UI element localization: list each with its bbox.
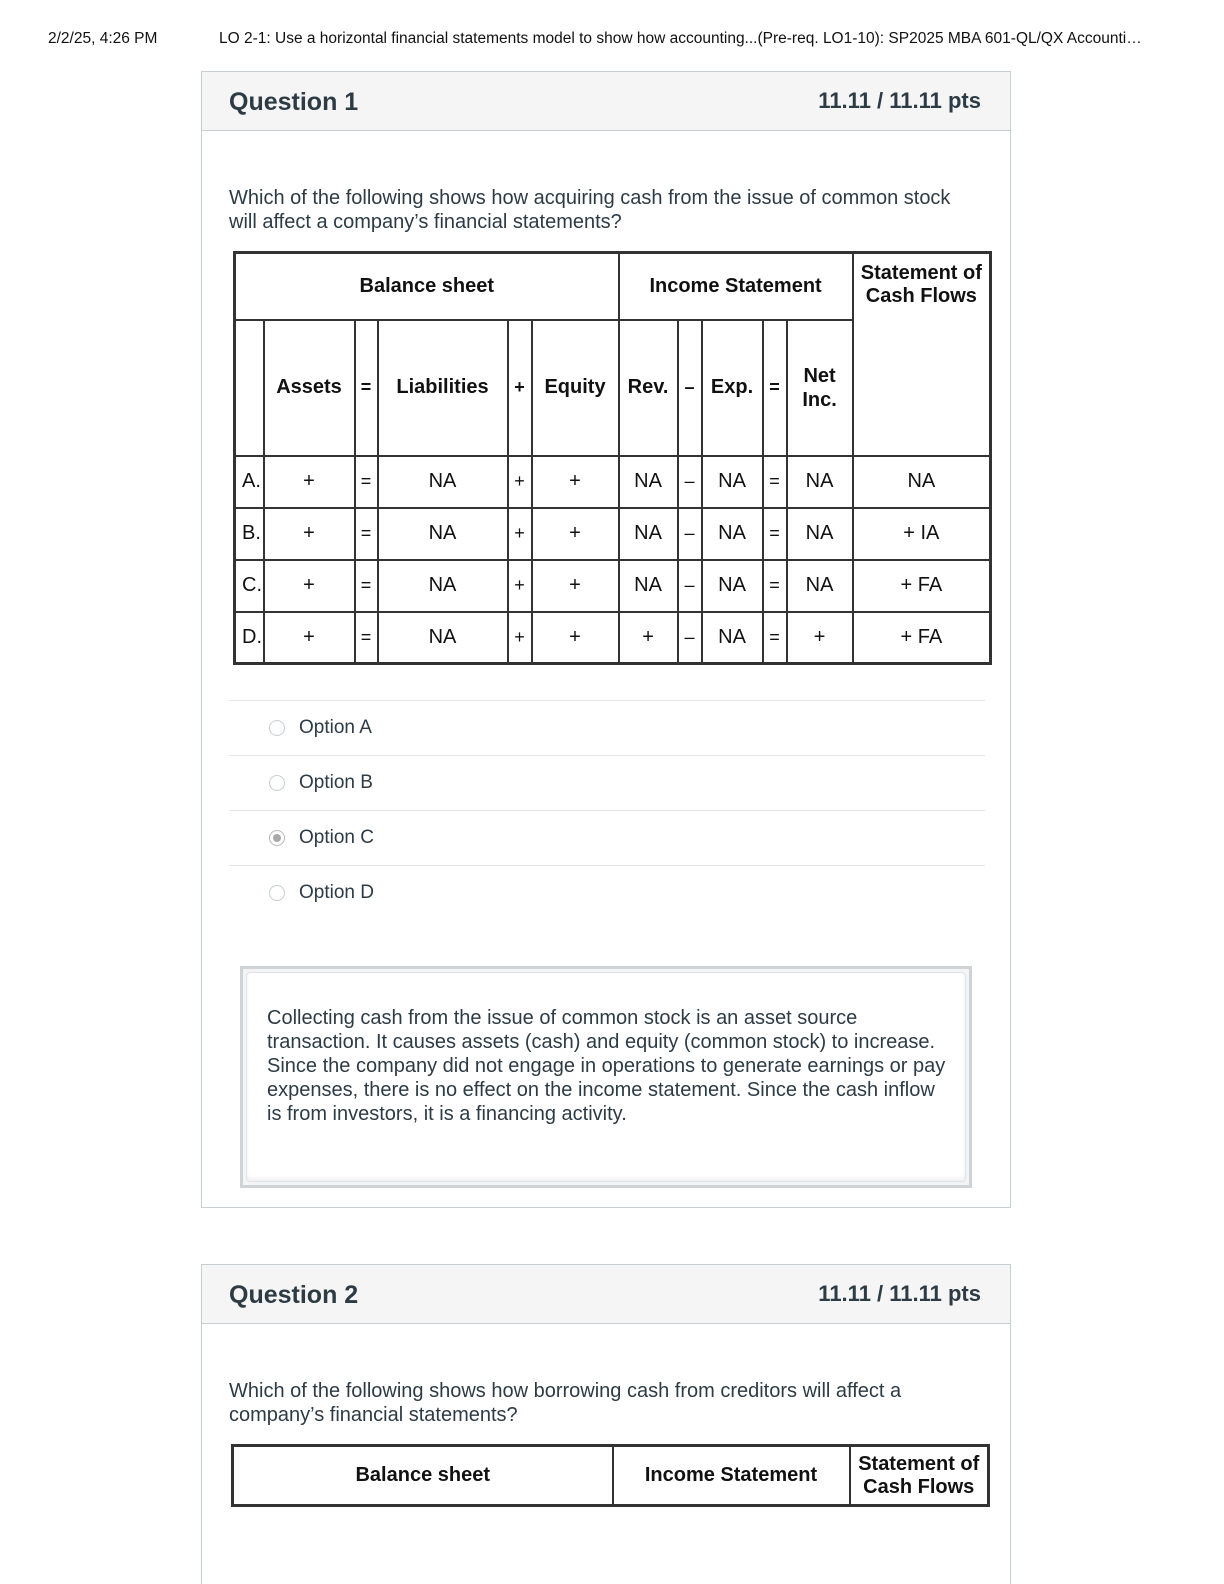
question-header	[202, 1265, 1010, 1324]
col-assets: Assets	[264, 320, 355, 456]
row-label: A.	[235, 456, 264, 508]
cell-minus: –	[678, 508, 702, 560]
cash-flows-header-line2: Cash Flows	[865, 285, 977, 307]
cash-flows-header-line1: Statement of	[860, 262, 982, 284]
cell-expenses: NA	[702, 560, 763, 612]
cell-equals-2: =	[763, 560, 787, 612]
feedback-text: Collecting cash from the issue of common stock is an asset source transaction. It causes assets (cash) and equity (common stock) to increase. Since the company did not engage in operations to generate earnings or pay expenses, there is no effect on the income statement. Since the cash inflow is from investors, it is a financing activity.	[267, 1007, 946, 1125]
question-1	[201, 71, 1011, 1208]
cell-minus: –	[678, 456, 702, 508]
cell-liabilities: NA	[378, 612, 508, 664]
cell-expenses: NA	[702, 456, 763, 508]
cell-assets: +	[264, 456, 355, 508]
question-text: Which of the following shows how borrowing cash from creditors will affect a company’s financial statements?	[229, 1380, 902, 1426]
cash-flows-header-line2: Cash Flows	[863, 1475, 975, 1498]
cell-cash-flows: + FA	[853, 612, 991, 664]
cell-equity: +	[532, 560, 619, 612]
cell-minus: –	[678, 612, 702, 664]
radio-option-b[interactable]	[269, 775, 285, 791]
cell-plus: +	[508, 508, 532, 560]
cell-net-income: NA	[787, 456, 853, 508]
cell-equity: +	[532, 508, 619, 560]
cell-equals-2: =	[763, 456, 787, 508]
cell-equals-1: =	[355, 456, 378, 508]
radio-option-d[interactable]	[269, 885, 285, 901]
col-liabilities: Liabilities	[378, 320, 508, 456]
question-title: Question 2	[229, 1281, 359, 1309]
cell-equals-2: =	[763, 508, 787, 560]
table-row	[235, 560, 991, 612]
question-header	[202, 72, 1010, 131]
cell-liabilities: NA	[378, 456, 508, 508]
answer-label: Option B	[299, 772, 373, 793]
question-text: Which of the following shows how acquiring cash from the issue of common stock will affect a company’s financial statements?	[229, 187, 951, 233]
answer-label: Option C	[299, 827, 374, 848]
answer-label: Option D	[299, 882, 374, 903]
feedback-inner	[246, 972, 966, 1182]
answer-option-a[interactable]	[229, 700, 985, 755]
radio-option-c[interactable]	[269, 830, 285, 846]
cell-revenue: +	[619, 612, 678, 664]
row-label-header	[235, 320, 264, 456]
cell-cash-flows: + IA	[853, 508, 991, 560]
cell-cash-flows: NA	[853, 456, 991, 508]
cell-net-income: NA	[787, 560, 853, 612]
cell-equals-1: =	[355, 560, 378, 612]
cell-expenses: NA	[702, 508, 763, 560]
col-plus: +	[508, 320, 532, 456]
question-title: Question 1	[229, 88, 359, 116]
row-label: D.	[235, 612, 264, 664]
financial-statements-table	[231, 1444, 990, 1507]
cell-plus: +	[508, 612, 532, 664]
cash-flows-header-line1: Statement of	[858, 1452, 980, 1475]
net-income-line1: Net	[803, 364, 836, 387]
cell-equals-1: =	[355, 612, 378, 664]
cell-equals-1: =	[355, 508, 378, 560]
col-minus: –	[678, 320, 702, 456]
cell-revenue: NA	[619, 508, 678, 560]
financial-statements-table	[233, 251, 992, 665]
cell-expenses: NA	[702, 612, 763, 664]
cell-assets: +	[264, 612, 355, 664]
answer-option-b[interactable]	[229, 755, 985, 810]
cash-flows-header	[850, 1446, 989, 1506]
col-net-income	[787, 320, 853, 456]
answer-list	[229, 700, 985, 920]
col-expenses: Exp.	[702, 320, 763, 456]
cell-cash-flows: + FA	[853, 560, 991, 612]
cell-liabilities: NA	[378, 560, 508, 612]
income-statement-header: Income Statement	[613, 1446, 850, 1506]
cell-plus: +	[508, 456, 532, 508]
cash-flows-header	[853, 253, 991, 456]
row-label: C.	[235, 560, 264, 612]
cell-plus: +	[508, 560, 532, 612]
col-revenue: Rev.	[619, 320, 678, 456]
table-row	[235, 612, 991, 664]
cell-revenue: NA	[619, 560, 678, 612]
cell-equity: +	[532, 612, 619, 664]
balance-sheet-header: Balance sheet	[235, 253, 619, 320]
cell-net-income: NA	[787, 508, 853, 560]
col-equals-1: =	[355, 320, 378, 456]
cell-equals-2: =	[763, 612, 787, 664]
feedback-box	[240, 966, 972, 1188]
cell-liabilities: NA	[378, 508, 508, 560]
row-label: B.	[235, 508, 264, 560]
cell-revenue: NA	[619, 456, 678, 508]
answer-option-d[interactable]	[229, 865, 985, 920]
cell-minus: –	[678, 560, 702, 612]
cell-assets: +	[264, 560, 355, 612]
balance-sheet-header: Balance sheet	[233, 1446, 613, 1506]
table-row	[235, 508, 991, 560]
answer-label: Option A	[299, 717, 372, 738]
question-2	[201, 1264, 1011, 1584]
net-income-line2: Inc.	[802, 388, 837, 411]
cell-equity: +	[532, 456, 619, 508]
cell-assets: +	[264, 508, 355, 560]
question-points: 11.11 / 11.11 pts	[818, 88, 981, 113]
table-row	[235, 456, 991, 508]
col-equals-2: =	[763, 320, 787, 456]
cell-net-income: +	[787, 612, 853, 664]
col-equity: Equity	[532, 320, 619, 456]
radio-option-a[interactable]	[269, 720, 285, 736]
question-points: 11.11 / 11.11 pts	[818, 1281, 981, 1306]
print-date: 2/2/25, 4:26 PM	[48, 30, 158, 47]
income-statement-header: Income Statement	[619, 253, 853, 320]
answer-option-c[interactable]	[229, 810, 985, 865]
print-title: LO 2-1: Use a horizontal financial statements model to show how accounting...(Pre-req. LO1-10): SP2025 MBA 601-QL/QX Accounti…	[219, 30, 1142, 47]
